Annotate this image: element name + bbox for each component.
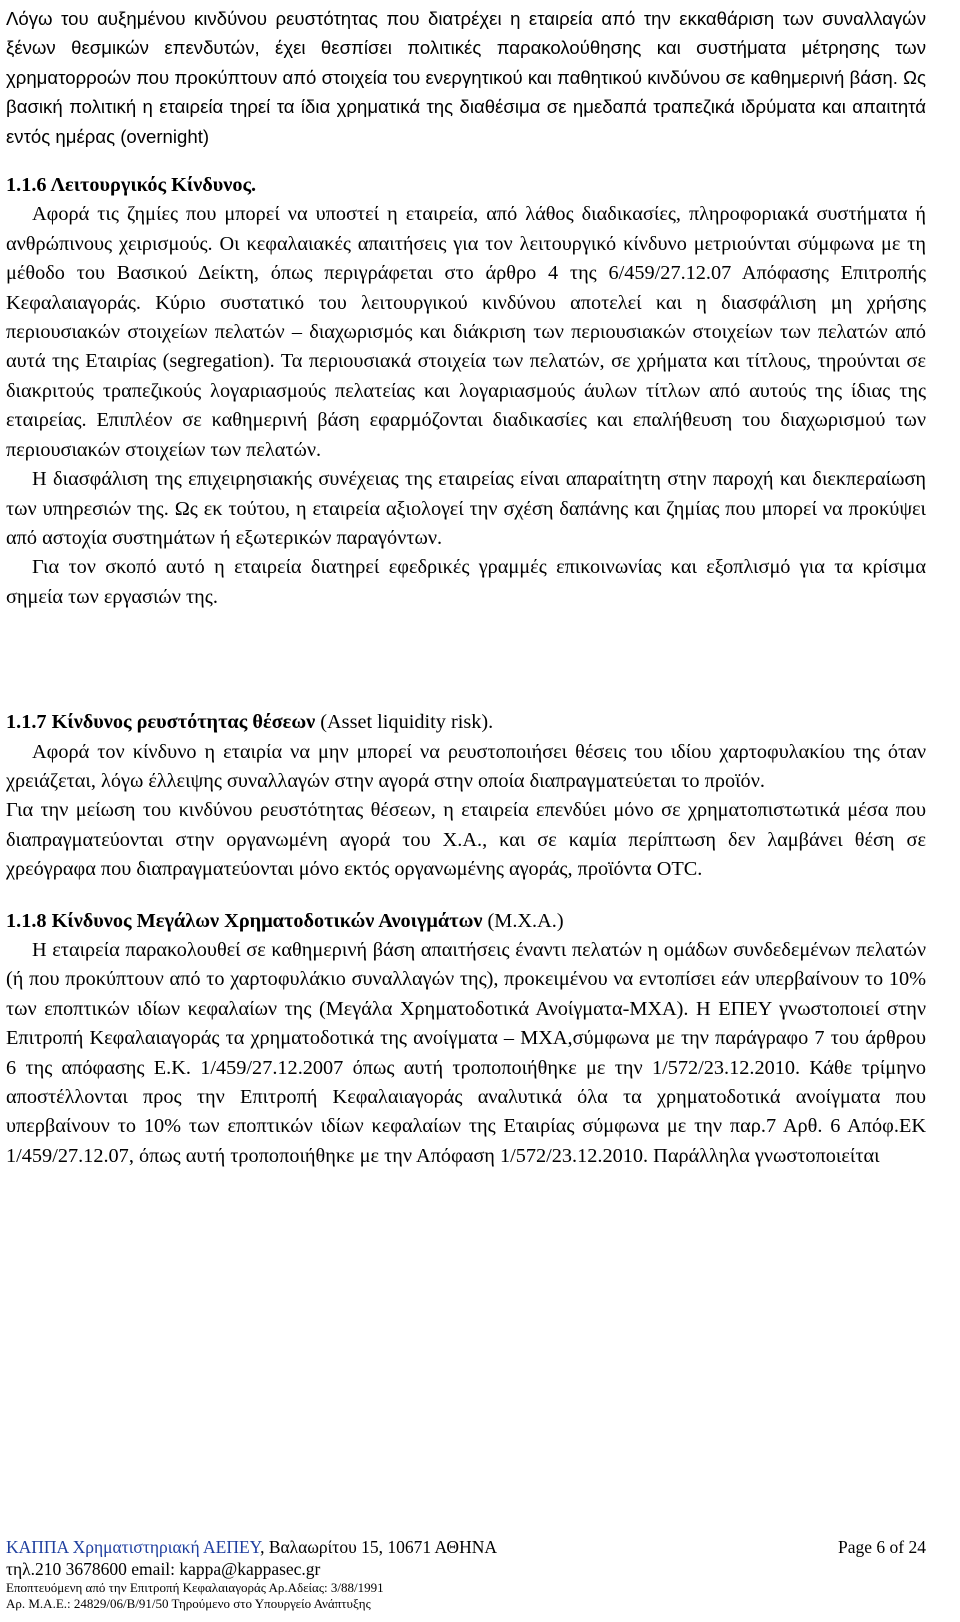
section-1-1-8-heading: 1.1.8 Κίνδυνος Μεγάλων Χρηματοδοτικών Ανοιγμάτων (Μ.Χ.Α.) bbox=[6, 909, 564, 932]
section-1-1-7-paragraph: Αφορά τον κίνδυνο η εταιρία να μην μπορεί να ρευστοποιήσει θέσεις του ιδίου χαρτοφυλακίου της όταν χρειάζεται, λόγω έλλειψης συναλλαγών στην αγορά στην οποία διαπραγματεύεται το προϊόν. bbox=[6, 740, 926, 792]
section-1-1-8-paragraph: Η εταιρεία παρακολουθεί σε καθημερινή βάση απαιτήσεις έναντι πελατών η ομάδων συνδεδεμένων πελατών (ή που προκύπτουν από το χαρτοφυλάκιο συναλλαγών της), προκειμένου να εντοπίσει εάν υπερβαίνουν το 10% των εποπτικών ιδίων κεφαλαίων της (Μεγάλα Χρηματοδοτικά Ανοίγματα-ΜΧΑ). Η ΕΠΕΥ γνωστοποιεί στην Επιτροπή Κεφαλαιαγοράς τα χρηματοδοτικά της ανοίγματα – ΜΧΑ,σύμφωνα με την παράγραφο 7 του άρθρου 6 της απόφασης Ε.Κ. 1/459/27.12.2007 όπως αυτή τροποποιήθηκε με την 1/572/23.12.2010. Κάθε τρίμηνο αποστέλλονται προς την Επιτροπή Κεφαλαιαγοράς αναλυτικά όλα τα χρηματοδοτικά ανοίγματα που υπερβαίνουν το 10% των εποπτικών ιδίων κεφαλαίων της Εταιρίας σύμφωνα με την παρ.7 Αρθ. 6 Απόφ.ΕΚ 1/459/27.12.07, όπως αυτή τροποποιήθηκε με την Απόφαση 1/572/23.12.2010. Παράλληλα γνωστοποιείται bbox=[6, 938, 926, 1167]
section-1-1-6-paragraph: Αφορά τις ζημίες που μπορεί να υποστεί η εταιρεία, από λάθος διαδικασίες, πληροφοριακά συστήματα ή ανθρώπινους χειρισμούς. Οι κεφαλαιακές απαιτήσεις για τον λειτουργικό κίνδυνο μετριούνται σύμφωνα με τη μέθοδο του Βασικού Δείκτη, όπως περιγράφεται στο άρθρο 4 της 6/459/27.12.07 Απόφασης Επιτροπής Κεφαλαιαγοράς. Κύριο συστατικό του λειτουργικού κινδύνου αποτελεί και η διασφάλιση μη χρήσης περιουσιακών στοιχείων πελατών – διαχωρισμός και διάκριση των περιουσιακών στοιχείων των πελατών από αυτά της Εταιρίας (segregation). Τα περιουσιακά στοιχεία των πελατών, σε χρήματα και τίτλους, τηρούνται σε διακριτούς τραπεζικούς λογαριασμούς πελατείας και λογαριασμούς άυλων τίτλων από αυτούς της ίδιας της εταιρείας. Επιπλέον σε καθημερινή βάση εφαρμόζονται διαδικασίες και επαλήθευση του διαχωρισμού των περιουσιακών στοιχείων των πελατών. bbox=[6, 203, 926, 461]
document-page bbox=[6, 4, 926, 1171]
section-1-1-6-paragraph: Η διασφάλιση της επιχειρησιακής συνέχειας της εταιρείας είναι απαραίτητη στην παροχή και διεκπεραίωση των υπηρεσιών της. Ως εκ τούτου, η εταιρεία αξιολογεί την σχέση δαπάνης και ζημίας που μπορεί να προκύψει από αστοχία συστημάτων ή εξωτερικών παραγόντων. bbox=[6, 468, 926, 549]
footer-registry: Αρ. Μ.Α.Ε.: 24829/06/Β/91/50 Τηρούμενο στο Υπουργείο Ανάπτυξης bbox=[6, 1596, 371, 1611]
page-footer bbox=[6, 1536, 926, 1612]
footer-company: ΚΑΠΠΑ Χρηματιστηριακή ΑΕΠΕΥ bbox=[6, 1537, 261, 1557]
footer-address: , Βαλαωρίτου 15, 10671 ΑΘΗΝΑ bbox=[260, 1537, 497, 1557]
footer-company-address bbox=[6, 1536, 497, 1558]
section-1-1-7-heading: 1.1.7 Κίνδυνος ρευστότητας θέσεων (Asset liquidity risk). bbox=[6, 711, 494, 734]
section-1-1-7-paragraph: Για την μείωση του κινδύνου ρευστότητας θέσεων, η εταιρεία επενδύει μόνο σε χρηματοπιστωτικά μέσα που διαπραγματεύονται στην οργανωμένη αγορά του Χ.Α., και σε καμία περίπτωση δεν λαμβάνει θέση σε χρεόγραφα που διαπραγματεύονται μόνο εκτός οργανωμένης αγοράς, προϊόντα OTC. bbox=[6, 799, 926, 881]
footer-license: Εποπτευόμενη από την Επιτροπή Κεφαλαιαγοράς Αρ.Αδείας: 3/88/1991 bbox=[6, 1580, 384, 1595]
intro-paragraph: Λόγω του αυξημένου κινδύνου ρευστότητας που διατρέχει η εταιρεία από την εκκαθάριση των συναλλαγών ξένων θεσμικών επενδυτών, έχει θεσπίσει πολιτικές παρακολούθησης και συστήματα μέτρησης των χρηματορροών που προκύπτουν από στοιχεία του ενεργητικού και παθητικού κινδύνου σε καθημερινή βάση. Ως βασική πολιτική η εταιρεία τηρεί τα ίδια χρηματικά της διαθέσιμα σε ημεδαπά τραπεζικά ιδρύματα και απαιτητά εντός ημέρας (overnight) bbox=[6, 8, 926, 147]
section-1-1-6-paragraph: Για τον σκοπό αυτό η εταιρεία διατηρεί εφεδρικές γραμμές επικοινωνίας και εξοπλισμό για τα κρίσιμα σημεία των εργασιών της. bbox=[6, 556, 926, 608]
page-number: Page 6 of 24 bbox=[838, 1537, 926, 1557]
section-1-1-6-heading: 1.1.6 Λειτουργικός Κίνδυνος. bbox=[6, 174, 257, 197]
footer-contact: τηλ.210 3678600 email: kappa@kappasec.gr bbox=[6, 1559, 321, 1579]
